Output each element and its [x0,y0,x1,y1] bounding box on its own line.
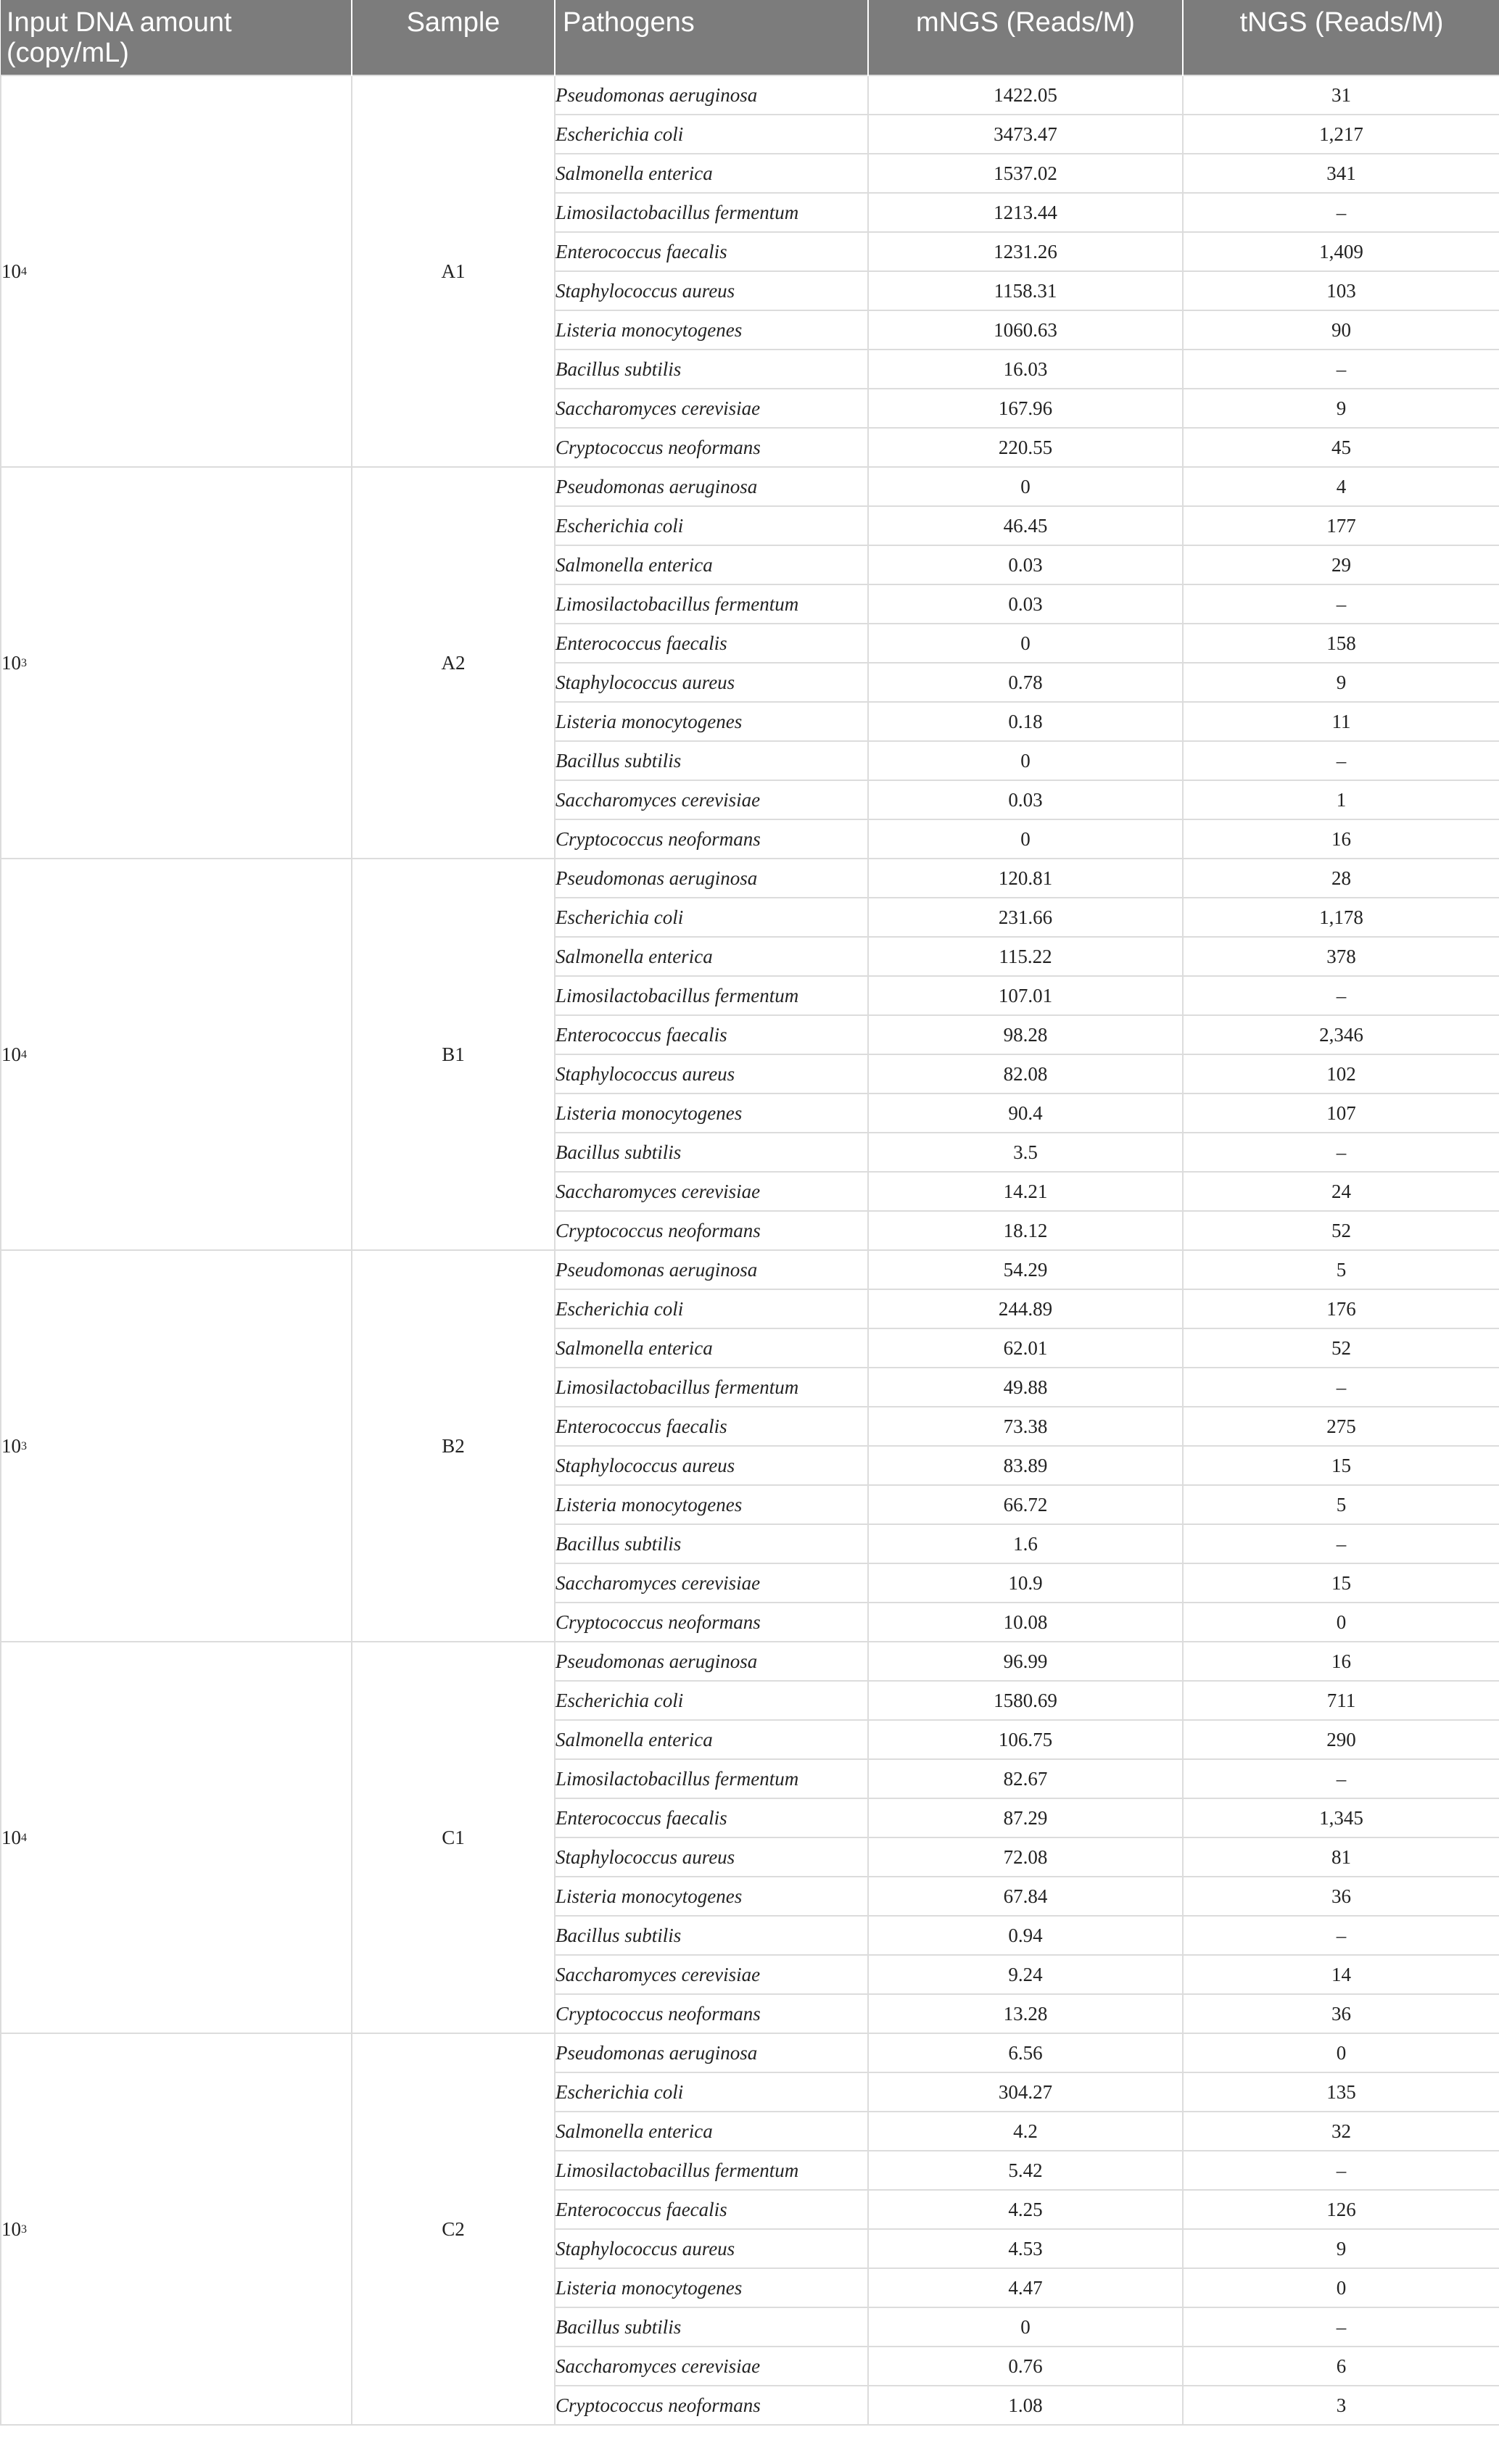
mngs-cell: 1231.26 [868,232,1183,271]
tngs-cell: 275 [1183,1407,1499,1446]
header-pathogens: Pathogens [555,0,868,75]
mngs-cell: 0 [868,741,1183,780]
pathogen-cell: Saccharomyces cerevisiae [555,1955,868,1994]
pathogen-cell: Cryptococcus neoformans [555,2386,868,2425]
tngs-cell: 1,178 [1183,898,1499,937]
pathogen-cell: Listeria monocytogenes [555,1093,868,1133]
pathogen-cell: Saccharomyces cerevisiae [555,389,868,428]
pathogen-cell: Limosilactobacillus fermentum [555,1759,868,1798]
mngs-cell: 10.08 [868,1603,1183,1642]
tngs-cell: 3 [1183,2386,1499,2425]
tngs-cell: 2,346 [1183,1015,1499,1054]
mngs-cell: 90.4 [868,1093,1183,1133]
pathogen-cell: Escherichia coli [555,898,868,937]
tngs-cell: – [1183,1524,1499,1563]
pathogen-cell: Escherichia coli [555,1681,868,1720]
pathogen-cell: Pseudomonas aeruginosa [555,1250,868,1289]
input-dna-amount-cell [1,1642,352,2033]
amount-exponent: 3 [21,656,27,669]
pathogen-cell: Escherichia coli [555,506,868,545]
mngs-cell: 0 [868,624,1183,663]
amount-exponent: 3 [21,1439,27,1452]
mngs-cell: 54.29 [868,1250,1183,1289]
tngs-cell: 103 [1183,271,1499,310]
tngs-cell: – [1183,1916,1499,1955]
pathogen-cell: Pseudomonas aeruginosa [555,467,868,506]
mngs-cell: 244.89 [868,1289,1183,1328]
pathogen-cell: Saccharomyces cerevisiae [555,2347,868,2386]
mngs-cell: 4.53 [868,2229,1183,2268]
amount-base: 10 [1,2217,21,2240]
mngs-cell: 1.6 [868,1524,1183,1563]
pathogen-cell: Cryptococcus neoformans [555,428,868,467]
pathogen-cell: Pseudomonas aeruginosa [555,2033,868,2072]
mngs-cell: 83.89 [868,1446,1183,1485]
sample-cell: B2 [352,1250,555,1642]
amount-base: 10 [1,260,21,282]
mngs-cell: 115.22 [868,937,1183,976]
mngs-cell: 1158.31 [868,271,1183,310]
tngs-cell: 0 [1183,2033,1499,2072]
pathogen-cell: Cryptococcus neoformans [555,1603,868,1642]
tngs-cell: 1,409 [1183,232,1499,271]
mngs-cell: 82.08 [868,1054,1183,1093]
sample-cell: A1 [352,75,555,467]
mngs-cell: 1.08 [868,2386,1183,2425]
pathogen-cell: Enterococcus faecalis [555,1798,868,1837]
pathogen-cell: Bacillus subtilis [555,1524,868,1563]
mngs-cell: 0.03 [868,584,1183,624]
mngs-cell: 0.03 [868,545,1183,584]
header-mngs: mNGS (Reads/M) [868,0,1183,75]
tngs-cell: 0 [1183,2268,1499,2307]
mngs-cell: 0 [868,467,1183,506]
mngs-cell: 0.18 [868,702,1183,741]
mngs-cell: 0.78 [868,663,1183,702]
tngs-cell: 135 [1183,2072,1499,2112]
pathogen-cell: Salmonella enterica [555,937,868,976]
mngs-cell: 72.08 [868,1837,1183,1877]
pathogen-cell: Limosilactobacillus fermentum [555,2151,868,2190]
tngs-cell: 36 [1183,1877,1499,1916]
mngs-cell: 304.27 [868,2072,1183,2112]
pathogen-cell: Staphylococcus aureus [555,271,868,310]
tngs-cell: 6 [1183,2347,1499,2386]
pathogen-cell: Staphylococcus aureus [555,2229,868,2268]
mngs-cell: 13.28 [868,1994,1183,2033]
pathogen-cell: Listeria monocytogenes [555,2268,868,2307]
pathogen-cell: Salmonella enterica [555,1720,868,1759]
tngs-cell: 52 [1183,1211,1499,1250]
pathogen-cell: Salmonella enterica [555,1328,868,1368]
tngs-cell: – [1183,1368,1499,1407]
pathogen-cell: Bacillus subtilis [555,2307,868,2347]
sample-cell: A2 [352,467,555,859]
tngs-cell: – [1183,2151,1499,2190]
mngs-cell: 5.42 [868,2151,1183,2190]
tngs-cell: 15 [1183,1563,1499,1603]
mngs-cell: 1422.05 [868,75,1183,115]
sample-cell: C2 [352,2033,555,2425]
pathogen-cell: Cryptococcus neoformans [555,819,868,859]
tngs-cell: 1,217 [1183,115,1499,154]
pathogen-cell: Escherichia coli [555,115,868,154]
mngs-cell: 0.76 [868,2347,1183,2386]
table-body [1,75,1499,2425]
pathogen-cell: Enterococcus faecalis [555,1015,868,1054]
pathogen-cell: Saccharomyces cerevisiae [555,1172,868,1211]
amount-base: 10 [1,1826,21,1848]
tngs-cell: 24 [1183,1172,1499,1211]
amount-exponent: 4 [21,1048,27,1061]
table-row [1,467,1499,506]
pathogen-cell: Staphylococcus aureus [555,663,868,702]
mngs-cell: 66.72 [868,1485,1183,1524]
mngs-cell: 3.5 [868,1133,1183,1172]
mngs-cell: 87.29 [868,1798,1183,1837]
tngs-cell: 16 [1183,1642,1499,1681]
amount-exponent: 4 [21,265,27,278]
tngs-cell: 5 [1183,1250,1499,1289]
pathogen-cell: Cryptococcus neoformans [555,1211,868,1250]
pathogen-cell: Saccharomyces cerevisiae [555,1563,868,1603]
pathogen-cell: Enterococcus faecalis [555,1407,868,1446]
tngs-cell: 126 [1183,2190,1499,2229]
pathogen-cell: Pseudomonas aeruginosa [555,859,868,898]
mngs-cell: 82.67 [868,1759,1183,1798]
table-row [1,1642,1499,1681]
mngs-cell: 73.38 [868,1407,1183,1446]
amount-base: 10 [1,1043,21,1065]
mngs-cell: 14.21 [868,1172,1183,1211]
amount-base: 10 [1,651,21,674]
tngs-cell: 45 [1183,428,1499,467]
tngs-cell: 107 [1183,1093,1499,1133]
mngs-cell: 106.75 [868,1720,1183,1759]
pathogen-cell: Limosilactobacillus fermentum [555,584,868,624]
mngs-cell: 10.9 [868,1563,1183,1603]
mngs-cell: 107.01 [868,976,1183,1015]
mngs-cell: 167.96 [868,389,1183,428]
tngs-cell: 9 [1183,663,1499,702]
tngs-cell: – [1183,584,1499,624]
tngs-cell: – [1183,193,1499,232]
amount-exponent: 4 [21,1831,27,1844]
mngs-cell: 49.88 [868,1368,1183,1407]
tngs-cell: 29 [1183,545,1499,584]
tngs-cell: – [1183,741,1499,780]
tngs-cell: 1 [1183,780,1499,819]
tngs-cell: 158 [1183,624,1499,663]
tngs-cell: 177 [1183,506,1499,545]
tngs-cell: 290 [1183,1720,1499,1759]
tngs-cell: 341 [1183,154,1499,193]
pathogen-cell: Limosilactobacillus fermentum [555,976,868,1015]
pathogen-cell: Listeria monocytogenes [555,702,868,741]
pathogen-cell: Limosilactobacillus fermentum [555,1368,868,1407]
tngs-cell: 32 [1183,2112,1499,2151]
mngs-cell: 0 [868,819,1183,859]
table-header [1,0,1499,75]
tngs-cell: 52 [1183,1328,1499,1368]
mngs-cell: 1580.69 [868,1681,1183,1720]
tngs-cell: – [1183,976,1499,1015]
tngs-cell: 4 [1183,467,1499,506]
pathogen-cell: Limosilactobacillus fermentum [555,193,868,232]
pathogen-cell: Enterococcus faecalis [555,232,868,271]
header-row [1,0,1499,75]
tngs-cell: 9 [1183,2229,1499,2268]
mngs-cell: 4.25 [868,2190,1183,2229]
tngs-cell: 0 [1183,1603,1499,1642]
pathogen-cell: Salmonella enterica [555,545,868,584]
pathogen-cell: Listeria monocytogenes [555,1877,868,1916]
mngs-cell: 16.03 [868,350,1183,389]
tngs-cell: 15 [1183,1446,1499,1485]
mngs-cell: 220.55 [868,428,1183,467]
header-tngs: tNGS (Reads/M) [1183,0,1499,75]
mngs-cell: 1537.02 [868,154,1183,193]
pathogen-cell: Bacillus subtilis [555,1916,868,1955]
pathogen-cell: Bacillus subtilis [555,741,868,780]
amount-base: 10 [1,1434,21,1457]
table-row [1,75,1499,115]
pathogen-cell: Enterococcus faecalis [555,2190,868,2229]
mngs-cell: 67.84 [868,1877,1183,1916]
mngs-cell: 1213.44 [868,193,1183,232]
tngs-cell: 81 [1183,1837,1499,1877]
mngs-cell: 0.03 [868,780,1183,819]
amount-exponent: 3 [21,2223,27,2236]
input-dna-amount-cell [1,859,352,1250]
sample-cell: B1 [352,859,555,1250]
mngs-cell: 98.28 [868,1015,1183,1054]
pathogen-cell: Staphylococcus aureus [555,1446,868,1485]
table-row [1,1250,1499,1289]
pathogen-cell: Salmonella enterica [555,2112,868,2151]
pathogen-cell: Cryptococcus neoformans [555,1994,868,2033]
input-dna-amount-cell [1,2033,352,2425]
mngs-cell: 6.56 [868,2033,1183,2072]
header-sample: Sample [352,0,555,75]
tngs-cell: 16 [1183,819,1499,859]
tngs-cell: 711 [1183,1681,1499,1720]
mngs-cell: 9.24 [868,1955,1183,1994]
pathogen-cell: Staphylococcus aureus [555,1054,868,1093]
pathogen-cell: Staphylococcus aureus [555,1837,868,1877]
pathogen-cell: Pseudomonas aeruginosa [555,75,868,115]
tngs-cell: 176 [1183,1289,1499,1328]
pathogen-cell: Bacillus subtilis [555,1133,868,1172]
pathogen-cell: Salmonella enterica [555,154,868,193]
tngs-cell: 90 [1183,310,1499,350]
tngs-cell: 36 [1183,1994,1499,2033]
mngs-cell: 1060.63 [868,310,1183,350]
tngs-cell: 14 [1183,1955,1499,1994]
pathogen-cell: Escherichia coli [555,2072,868,2112]
input-dna-amount-cell [1,1250,352,1642]
input-dna-amount-cell [1,467,352,859]
mngs-cell: 0.94 [868,1916,1183,1955]
tngs-cell: 1,345 [1183,1798,1499,1837]
tngs-cell: 31 [1183,75,1499,115]
tngs-cell: 9 [1183,389,1499,428]
mngs-cell: 231.66 [868,898,1183,937]
mngs-cell: 120.81 [868,859,1183,898]
pathogen-cell: Listeria monocytogenes [555,310,868,350]
sample-cell: C1 [352,1642,555,2033]
input-dna-amount-cell [1,75,352,467]
mngs-cell: 3473.47 [868,115,1183,154]
pathogen-cell: Pseudomonas aeruginosa [555,1642,868,1681]
tngs-cell: 5 [1183,1485,1499,1524]
tngs-cell: – [1183,2307,1499,2347]
tngs-cell: 11 [1183,702,1499,741]
mngs-cell: 96.99 [868,1642,1183,1681]
mngs-cell: 0 [868,2307,1183,2347]
mngs-cell: 18.12 [868,1211,1183,1250]
tngs-cell: – [1183,1759,1499,1798]
mngs-cell: 4.2 [868,2112,1183,2151]
mngs-cell: 4.47 [868,2268,1183,2307]
pathogen-cell: Bacillus subtilis [555,350,868,389]
pathogen-cell: Escherichia coli [555,1289,868,1328]
tngs-cell: – [1183,1133,1499,1172]
tngs-cell: 102 [1183,1054,1499,1093]
tngs-cell: 378 [1183,937,1499,976]
table-row [1,859,1499,898]
table-row [1,2033,1499,2072]
header-input-dna-amount: Input DNA amount (copy/mL) [1,0,352,75]
tngs-cell: 28 [1183,859,1499,898]
mngs-cell: 62.01 [868,1328,1183,1368]
pathogen-cell: Enterococcus faecalis [555,624,868,663]
mngs-cell: 46.45 [868,506,1183,545]
tngs-cell: – [1183,350,1499,389]
pathogen-cell: Listeria monocytogenes [555,1485,868,1524]
pathogen-cell: Saccharomyces cerevisiae [555,780,868,819]
